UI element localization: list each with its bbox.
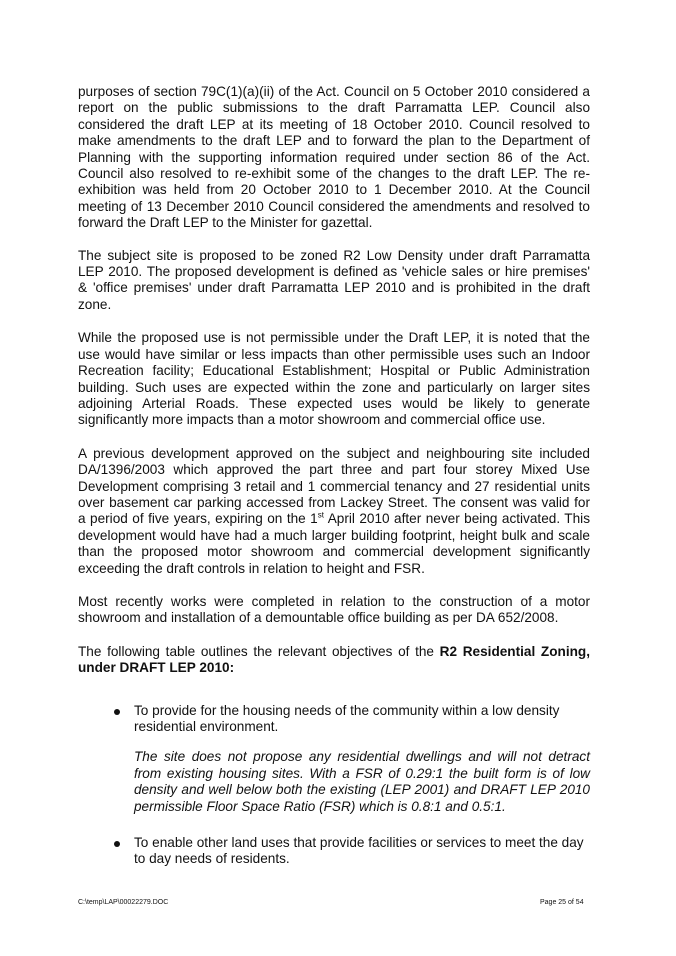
- bullet-icon: [114, 841, 120, 847]
- footer-page-number: Page 25 of 54: [540, 899, 584, 906]
- paragraph-recent-works: Most recently works were completed in relation to the construction of a motor showroom and installation of a demountable office building as per DA 652/2008.: [78, 593, 590, 626]
- objective-item: [78, 703, 590, 815]
- paragraph-table-intro: [78, 644, 590, 677]
- paragraph-lep-history: purposes of section 79C(1)(a)(ii) of the Act. Council on 5 October 2010 considered a report on the public submissions to the draft Parramatta LEP. Council also considered the draft LEP at its meeting of 18 October 2010. Council resolved to make amendments to the draft LEP and to forward the plan to the Department of Planning with the supporting information required under section 86 of the Act. Council also resolved to re-exhibit some of the changes to the draft LEP. The re-exhibition was held from 20 October 2010 to 1 December 2010. At the Council meeting of 13 December 2010 Council considered the amendments and resolved to forward the Draft LEP to the Minister for gazettal.: [78, 84, 590, 231]
- objective-text: To provide for the housing needs of the community within a low density residential environment.: [134, 702, 560, 734]
- objectives-list: [78, 703, 590, 868]
- page-body: [78, 84, 590, 888]
- paragraph-previous-development: [78, 446, 590, 577]
- ordinal-suffix: st: [317, 510, 324, 520]
- previous-development-text-b: April 2010 after never being activated. This development would have had a much larger building footprint, height bulk and scale than the proposed motor showroom and commercial development significantly exceeding the draft controls in relation to height and FSR.: [78, 511, 590, 576]
- previous-development-text-a: A previous development approved on the subject and neighbouring site included DA/1396/2003 which approved the part three and part four storey Mixed Use Development comprising 3 retail and 1 commercial tenancy and 27 residential units over basement car parking accessed from Lackey Street. The consent was valid for a period of five years, expiring on the 1: [78, 445, 590, 527]
- table-intro-text: The following table outlines the relevant objectives of the: [78, 643, 440, 659]
- objective-text: To enable other land uses that provide facilities or services to meet the day to day needs of residents.: [134, 835, 584, 867]
- objective-item: [78, 835, 590, 868]
- objective-comment: The site does not propose any residential dwellings and will not detract from existing housing sites. With a FSR of 0.29:1 the built form is of low density and well below both the existing (LEP 2001) and DRAFT LEP 2010 permissible Floor Space Ratio (FSR) which is 0.8:1 and 0.5:1.: [134, 749, 590, 814]
- paragraph-zoning: The subject site is proposed to be zoned R2 Low Density under draft Parramatta LEP 2010. The proposed development is defined as 'vehicle sales or hire premises' & 'office premises' under draft Parramatta LEP 2010 and is prohibited in the draft zone.: [78, 247, 590, 312]
- paragraph-permissibility: While the proposed use is not permissible under the Draft LEP, it is noted that the use would have similar or less impacts than other permissible uses such an Indoor Recreation facility; Educational Establishment; Hospital or Public Administration building. Such uses are expected within the zone and particularly on larger sites adjoining Arterial Roads. These expected uses would be likely to generate significantly more impacts than a motor showroom and commercial office use.: [78, 330, 590, 428]
- footer-file-path: C:\temp\LAP\00022279.DOC: [78, 899, 169, 906]
- bullet-icon: [114, 709, 120, 715]
- table-intro-bold: R2 Residential Zoning, under DRAFT LEP 2010:: [78, 643, 590, 676]
